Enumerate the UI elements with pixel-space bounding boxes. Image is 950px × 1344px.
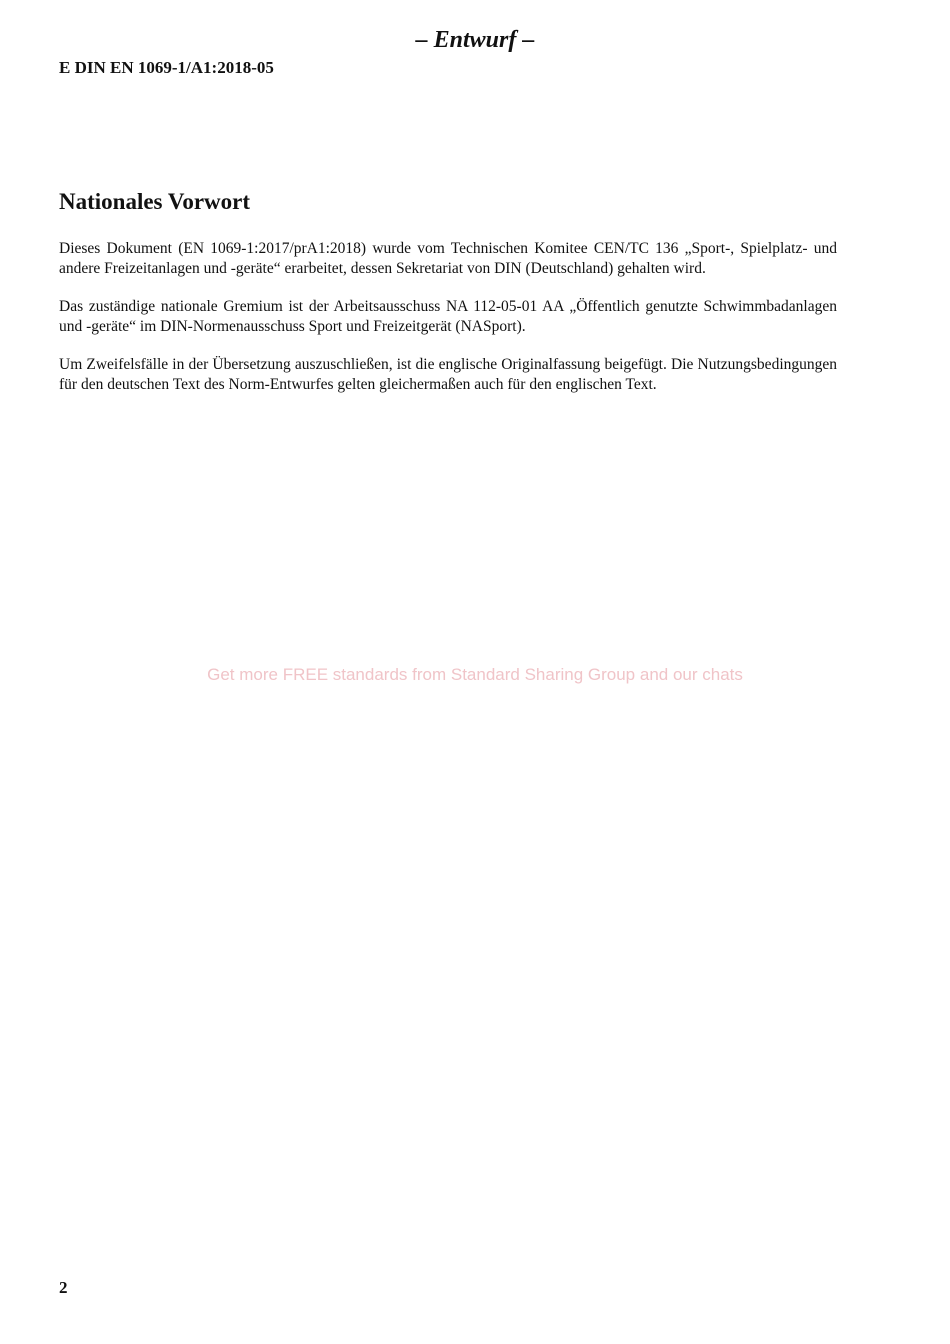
body-text	[59, 239, 837, 413]
document-id: E DIN EN 1069-1/A1:2018-05	[59, 58, 274, 77]
section-heading: Nationales Vorwort	[59, 189, 251, 214]
paragraph: Das zuständige nationale Gremium ist der Arbeitsausschuss NA 112-05-01 AA „Öffentlich genutzte Schwimmbadanlagen und -geräte“ im DIN-Normenausschuss Sport und Freizeitgerät (NASport).	[59, 298, 837, 335]
paragraph: Dieses Dokument (EN 1069-1:2017/prA1:2018) wurde vom Technischen Komitee CEN/TC 136 „Sport-, Spielplatz- und andere Freizeitanlagen und -geräte“ erarbeitet, dessen Sekretariat von DIN (Deutschland) gehalten wird.	[59, 240, 837, 277]
watermark-link[interactable]: Get more FREE standards from Standard Sharing Group and our chats	[207, 665, 743, 684]
draft-banner: – Entwurf –	[415, 27, 535, 53]
paragraph: Um Zweifelsfälle in der Übersetzung auszuschließen, ist die englische Originalfassung beigefügt. Die Nutzungsbedingungen für den deutschen Text des Norm-Entwurfes gelten gleichermaßen auch für den englischen Text.	[59, 356, 837, 393]
page-number: 2	[59, 1278, 68, 1297]
